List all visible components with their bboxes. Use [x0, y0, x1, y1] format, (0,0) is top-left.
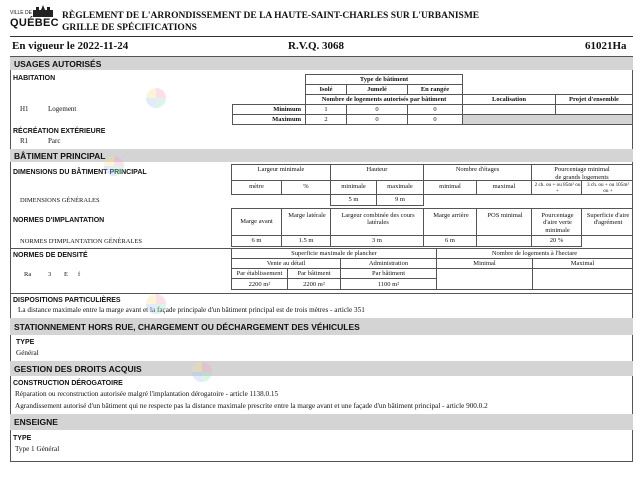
normes-generales-label: NORMES D'IMPLANTATION GÉNÉRALES — [20, 238, 142, 245]
section-batiment — [10, 149, 633, 162]
section-usages-label: USAGES AUTORISÉS — [14, 58, 102, 69]
densite-row-f: f — [78, 271, 81, 278]
largeur-min-header: Largeur minimale — [231, 164, 331, 181]
header-rule — [10, 36, 633, 37]
min-rangee-cell: 0 — [407, 104, 463, 115]
section-batiment-label: BÂTIMENT PRINCIPAL — [14, 150, 106, 161]
effective-date: En vigueur le 2022-11-24 — [12, 40, 129, 52]
pos-minimal-header: POS minimal — [476, 208, 532, 236]
watermark-mark — [192, 362, 212, 382]
etages-max-header: maximal — [476, 180, 532, 195]
vente-detail-header: Vente au détail — [231, 258, 341, 269]
nb-etages-header: Nombre d'étages — [423, 164, 532, 181]
metre-cell: mètre — [231, 180, 282, 195]
isole-header: Isolé — [305, 84, 347, 95]
rangee-header: En rangée — [407, 84, 463, 95]
hauteur-max-header: maximale — [376, 180, 424, 195]
logo-line1: VILLE DE — [10, 10, 32, 16]
marge-avant-header: Marge avant — [231, 208, 282, 236]
hauteur-max-value-cell: 9 m — [376, 194, 424, 206]
normes-densite-label: NORMES DE DENSITÉ — [13, 252, 88, 259]
administration-header: Administration — [340, 258, 437, 269]
regulation-number: R.V.Q. 3068 — [288, 40, 345, 52]
densite-maximal-header: Maximal — [532, 258, 633, 269]
type-batiment-header: Type de bâtiment — [305, 74, 463, 85]
localisation-header: Localisation — [462, 94, 556, 105]
par-batiment-vente-value-cell: 2200 m² — [287, 278, 341, 290]
droits-line-1: Réparation ou reconstruction autorisée malgré l'implantation dérogatoire - article 1138.0.15 — [15, 390, 279, 398]
projet-header: Projet d'ensemble — [555, 94, 633, 105]
max-rangee-cell: 0 — [407, 114, 463, 125]
marge-arriere-header: Marge arrière — [423, 208, 477, 236]
pct-aire-verte-value-cell: 20 % — [531, 235, 582, 247]
dispositions-label: DISPOSITIONS PARTICULIÈRES — [13, 297, 121, 304]
ch3-header: 3 ch. ou + ou 105m² ou + — [581, 180, 633, 195]
par-batiment-admin-header: Par bâtiment — [340, 268, 437, 279]
droits-line-2: Agrandissement autorisé d'un bâtiment qui ne respecte pas la distance maximale prescrite entre la marge avant et une façade d'un bâtiment principal - article 900.0.2 — [15, 402, 488, 410]
par-etablissement-header: Par établissement — [231, 268, 288, 279]
superficie-agrement-header: Superficie d'aire d'agrément — [581, 208, 633, 236]
castle-icon — [32, 4, 54, 18]
recreation-name: Parc — [48, 137, 61, 145]
pct-cell: % — [281, 180, 331, 195]
densite-row-ra: Ra — [24, 271, 32, 278]
usage-name: Logement — [48, 105, 77, 113]
marge-laterale-value-cell: 1.5 m — [281, 235, 331, 247]
usage-code: H1 — [20, 105, 29, 113]
dispositions-text: La distance maximale entre la marge avant et la façade principale d'un bâtiment principal est de trois mètres - article 351 — [18, 306, 365, 314]
densite-minimal-value-cell — [436, 268, 533, 290]
par-batiment-admin-value-cell: 1100 m² — [340, 278, 437, 290]
min-isole-cell: 1 — [305, 104, 347, 115]
largeur-cours-value-cell: 3 m — [330, 235, 424, 247]
densite-maximal-value-cell — [532, 268, 633, 290]
superficie-max-header: Superficie maximale de plancher — [231, 248, 437, 259]
habitation-label: HABITATION — [13, 75, 56, 82]
pos-minimal-value-cell — [476, 235, 532, 247]
normes-implantation-label: NORMES D'IMPLANTATION — [13, 217, 105, 224]
logements-hectare-header: Nombre de logements à l'hectare — [436, 248, 633, 259]
hauteur-min-value-cell: 5 m — [330, 194, 377, 206]
gray-fill-cell — [462, 114, 633, 125]
section-droits-label: GESTION DES DROITS ACQUIS — [14, 363, 142, 374]
max-isole-cell: 2 — [305, 114, 347, 125]
min-jumele-cell: 0 — [346, 104, 408, 115]
par-etablissement-value-cell: 2200 m² — [231, 278, 288, 290]
minimum-label-cell: Minimum — [232, 104, 306, 115]
jumele-header: Jumelé — [346, 84, 408, 95]
zone-number: 61021Ha — [585, 40, 627, 52]
densite-row-3: 3 — [48, 271, 52, 278]
stationnement-type-value: Général — [16, 349, 39, 357]
city-logo — [10, 4, 59, 34]
watermark-mark — [104, 156, 124, 176]
pct-aire-verte-header: Pourcentage d'aire verte minimale — [531, 208, 582, 236]
section-enseigne — [10, 414, 633, 430]
marge-avant-value-cell: 6 m — [231, 235, 282, 247]
stationnement-type-label: TYPE — [16, 339, 35, 346]
densite-minimal-header: Minimal — [436, 258, 533, 269]
dimensions-label: DIMENSIONS DU BÂTIMENT PRINCIPAL — [13, 169, 147, 176]
max-jumele-cell: 0 — [346, 114, 408, 125]
recreation-label: RÉCRÉATION EXTÉRIEURE — [13, 128, 106, 135]
ch2-header: 2 ch. ou + ou 85m² ou + — [531, 180, 582, 195]
section-droits — [10, 361, 633, 376]
watermark-mark — [146, 294, 166, 314]
section-usages — [10, 57, 633, 70]
construction-derogatoire-label: CONSTRUCTION DÉROGATOIRE — [13, 380, 123, 387]
maximum-label-cell: Maximum — [232, 114, 306, 125]
recreation-code: R1 — [20, 137, 29, 145]
nb-logements-header: Nombre de logements autorisés par bâtiment — [305, 94, 463, 105]
enseigne-type-value: Type 1 Général — [15, 445, 60, 453]
par-batiment-vente-header: Par bâtiment — [287, 268, 341, 279]
section-enseigne-label: ENSEIGNE — [14, 417, 58, 427]
watermark-mark — [146, 88, 166, 108]
logo-line2: QUÉBEC — [10, 17, 59, 29]
pct-grands-logements-header: Pourcentage minimal de grands logements — [531, 164, 633, 181]
enseigne-type-label: TYPE — [13, 435, 32, 442]
etages-min-header: minimal — [423, 180, 477, 195]
dispositions-rule — [10, 293, 633, 294]
hauteur-min-header: minimale — [330, 180, 377, 195]
densite-row-e: E — [64, 271, 68, 278]
marge-arriere-value-cell: 6 m — [423, 235, 477, 247]
page-subtitle: GRILLE DE SPÉCIFICATIONS — [62, 23, 197, 33]
dimensions-generales-label: DIMENSIONS GÉNÉRALES — [20, 197, 100, 204]
section-stationnement-label: STATIONNEMENT HORS RUE, CHARGEMENT OU DÉCHARGEMENT DES VÉHICULES — [14, 321, 360, 332]
page-title: RÈGLEMENT DE L'ARRONDISSEMENT DE LA HAUTE-SAINT-CHARLES SUR L'URBANISME — [62, 11, 480, 21]
hauteur-header: Hauteur — [330, 164, 424, 181]
largeur-cours-header: Largeur combinée des cours latérales — [330, 208, 424, 236]
marge-laterale-header: Marge latérale — [281, 208, 331, 236]
section-stationnement — [10, 318, 633, 335]
